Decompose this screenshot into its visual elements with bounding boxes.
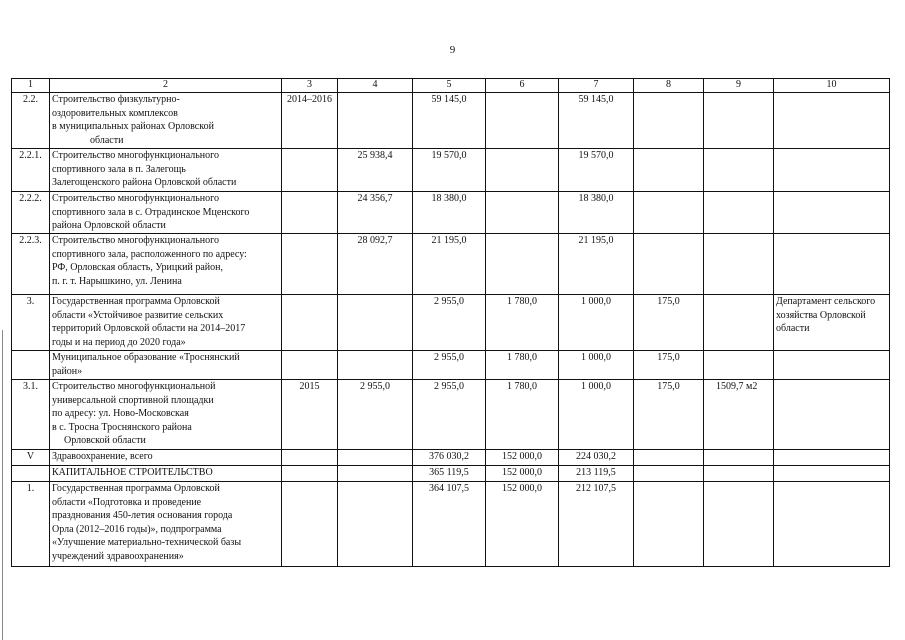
cell-c4 xyxy=(338,93,413,149)
cell-description xyxy=(50,380,282,450)
cell-text-line: Строительство многофункционального xyxy=(52,235,220,246)
cell-c6: 152 000,0 xyxy=(486,482,559,567)
cell-c6: 1 780,0 xyxy=(486,295,559,351)
cell-text-line: оздоровительных комплексов xyxy=(52,107,178,119)
cell-c6 xyxy=(486,192,559,234)
table-row xyxy=(12,466,890,482)
cell-c9 xyxy=(704,192,774,234)
cell-c3 xyxy=(282,149,338,192)
cell-responsible xyxy=(774,482,890,567)
cell-c5: 365 119,5 xyxy=(413,466,486,482)
cell-description xyxy=(50,351,282,380)
cell-text-line: в муниципальных районах Орловской xyxy=(52,121,214,132)
cell-c8 xyxy=(634,466,704,482)
cell-c4 xyxy=(338,466,413,482)
cell-c1: 3.1. xyxy=(12,380,50,450)
cell-text-line: спортивного зала в с. Отрадинское Мценского xyxy=(52,206,250,218)
cell-c7: 19 570,0 xyxy=(559,149,634,192)
cell-c4: 25 938,4 xyxy=(338,149,413,192)
cell-c1: 1. xyxy=(12,482,50,567)
cell-description xyxy=(50,93,282,149)
cell-description xyxy=(50,192,282,234)
cell-c7: 21 195,0 xyxy=(559,234,634,295)
cell-text-line: Департамент сельского xyxy=(776,296,876,307)
page-number: 9 xyxy=(449,44,456,56)
table-row xyxy=(12,450,890,466)
cell-text-line: Строительство многофункционального xyxy=(52,193,220,204)
cell-c5: 18 380,0 xyxy=(413,192,486,234)
cell-text-line: области «Подготовка и проведение xyxy=(52,496,202,508)
cell-c5: 19 570,0 xyxy=(413,149,486,192)
cell-c9 xyxy=(704,295,774,351)
cell-c9 xyxy=(704,450,774,466)
cell-text-line: области xyxy=(90,134,124,146)
cell-text-line: Залегощенского района Орловской области xyxy=(52,177,237,188)
cell-c8 xyxy=(634,482,704,567)
cell-text-line: района Орловской области xyxy=(52,220,166,231)
cell-c9 xyxy=(704,149,774,192)
table-row xyxy=(12,380,890,450)
cell-c4 xyxy=(338,482,413,567)
column-header: 7 xyxy=(559,79,634,93)
cell-text-line: универсальной спортивной площадки xyxy=(52,394,214,406)
cell-c7: 59 145,0 xyxy=(559,93,634,149)
cell-c8: 175,0 xyxy=(634,351,704,380)
cell-description xyxy=(50,234,282,295)
cell-text-line: Муниципальное образование «Троснянский xyxy=(52,352,240,363)
table-row xyxy=(12,192,890,234)
cell-c4 xyxy=(338,295,413,351)
cell-responsible xyxy=(774,466,890,482)
cell-text-line: по адресу: ул. Ново-Московская xyxy=(52,408,189,419)
cell-c9 xyxy=(704,351,774,380)
cell-c7: 1 000,0 xyxy=(559,351,634,380)
cell-responsible xyxy=(774,149,890,192)
cell-description xyxy=(50,450,282,466)
cell-c4: 2 955,0 xyxy=(338,380,413,450)
cell-text-line: РФ, Орловская область, Урицкий район, xyxy=(52,262,223,273)
cell-text-line: территорий Орловской области на 2014–2017 xyxy=(52,323,246,334)
cell-c4 xyxy=(338,351,413,380)
table-row xyxy=(12,149,890,192)
cell-c7: 1 000,0 xyxy=(559,295,634,351)
cell-responsible xyxy=(774,351,890,380)
cell-c9: 1509,7 м2 xyxy=(704,380,774,450)
cell-text-line: Здравоохранение, всего xyxy=(52,451,153,462)
table-row xyxy=(12,351,890,380)
cell-c3 xyxy=(282,351,338,380)
cell-c1: 2.2. xyxy=(12,93,50,149)
column-header: 1 xyxy=(12,79,50,93)
cell-c5: 376 030,2 xyxy=(413,450,486,466)
cell-c1 xyxy=(12,466,50,482)
cell-description xyxy=(50,482,282,567)
cell-text-line: КАПИТАЛЬНОЕ СТРОИТЕЛЬСТВО xyxy=(52,467,213,478)
cell-text-line: Государственная программа Орловской xyxy=(52,296,220,307)
cell-c7: 212 107,5 xyxy=(559,482,634,567)
cell-responsible xyxy=(774,234,890,295)
cell-c4: 24 356,7 xyxy=(338,192,413,234)
cell-text-line: Строительство многофункционального xyxy=(52,150,220,161)
cell-c5: 21 195,0 xyxy=(413,234,486,295)
cell-c5: 2 955,0 xyxy=(413,295,486,351)
cell-c8: 175,0 xyxy=(634,295,704,351)
cell-responsible xyxy=(774,450,890,466)
cell-c9 xyxy=(704,93,774,149)
cell-c6: 152 000,0 xyxy=(486,466,559,482)
cell-c6 xyxy=(486,149,559,192)
cell-text-line: спортивного зала, расположенного по адресу: xyxy=(52,248,247,260)
table-row xyxy=(12,295,890,351)
column-header: 10 xyxy=(774,79,890,93)
table-row xyxy=(12,93,890,149)
cell-c1 xyxy=(12,351,50,380)
cell-c6: 152 000,0 xyxy=(486,450,559,466)
cell-text-line: Орловской области xyxy=(64,435,146,446)
cell-c4 xyxy=(338,450,413,466)
cell-c7: 1 000,0 xyxy=(559,380,634,450)
cell-text-line: учреждений здравоохранения» xyxy=(52,550,184,562)
cell-text-line: области «Устойчивое развитие сельских xyxy=(52,309,224,321)
cell-responsible xyxy=(774,380,890,450)
cell-responsible xyxy=(774,93,890,149)
cell-c1: 2.2.3. xyxy=(12,234,50,295)
cell-c9 xyxy=(704,234,774,295)
column-header: 2 xyxy=(50,79,282,93)
table-row xyxy=(12,234,890,295)
scan-edge-line xyxy=(2,330,3,640)
cell-c8 xyxy=(634,93,704,149)
cell-description xyxy=(50,149,282,192)
cell-c9 xyxy=(704,466,774,482)
cell-c1: 2.2.2. xyxy=(12,192,50,234)
cell-c5: 364 107,5 xyxy=(413,482,486,567)
cell-text-line: «Улучшение материально-технической базы xyxy=(52,537,242,548)
cell-c6 xyxy=(486,93,559,149)
cell-text-line: Орла (2012–2016 годы)», подпрограмма xyxy=(52,523,222,535)
cell-c8 xyxy=(634,149,704,192)
cell-c5: 2 955,0 xyxy=(413,380,486,450)
cell-text-line: в с. Тросна Троснянского района xyxy=(52,421,192,433)
cell-c8 xyxy=(634,192,704,234)
column-header: 4 xyxy=(338,79,413,93)
cell-c6: 1 780,0 xyxy=(486,351,559,380)
column-header: 9 xyxy=(704,79,774,93)
cell-c8 xyxy=(634,234,704,295)
cell-c3 xyxy=(282,450,338,466)
cell-text-line: годы и на период до 2020 года» xyxy=(52,336,186,348)
cell-c1: V xyxy=(12,450,50,466)
cell-c5: 59 145,0 xyxy=(413,93,486,149)
cell-c3 xyxy=(282,234,338,295)
cell-description xyxy=(50,466,282,482)
cell-c7: 224 030,2 xyxy=(559,450,634,466)
cell-c7: 18 380,0 xyxy=(559,192,634,234)
cell-responsible xyxy=(774,192,890,234)
cell-c3: 2015 xyxy=(282,380,338,450)
cell-c3 xyxy=(282,295,338,351)
cell-c8: 175,0 xyxy=(634,380,704,450)
cell-c7: 213 119,5 xyxy=(559,466,634,482)
table-header-row xyxy=(12,79,890,93)
cell-c6: 1 780,0 xyxy=(486,380,559,450)
cell-c4: 28 092,7 xyxy=(338,234,413,295)
cell-responsible xyxy=(774,295,890,351)
cell-c1: 2.2.1. xyxy=(12,149,50,192)
cell-text-line: Строительство многофункциональной xyxy=(52,381,216,392)
cell-c1: 3. xyxy=(12,295,50,351)
cell-text-line: Строительство физкультурно- xyxy=(52,94,180,105)
column-header: 3 xyxy=(282,79,338,93)
column-header: 5 xyxy=(413,79,486,93)
budget-table xyxy=(11,78,890,567)
cell-text-line: спортивного зала в п. Залегощь xyxy=(52,163,186,175)
cell-c3 xyxy=(282,192,338,234)
cell-c5: 2 955,0 xyxy=(413,351,486,380)
cell-text-line: области xyxy=(776,323,810,334)
cell-description xyxy=(50,295,282,351)
column-header: 8 xyxy=(634,79,704,93)
cell-text-line: Государственная программа Орловской xyxy=(52,483,220,494)
cell-c9 xyxy=(704,482,774,567)
cell-text-line: хозяйства Орловской xyxy=(776,309,866,321)
table-row xyxy=(12,482,890,567)
column-header: 6 xyxy=(486,79,559,93)
cell-text-line: район» xyxy=(52,365,83,377)
cell-c3 xyxy=(282,466,338,482)
cell-c6 xyxy=(486,234,559,295)
cell-c3: 2014–2016 xyxy=(282,93,338,149)
cell-text-line: празднования 450-летия основания города xyxy=(52,510,233,521)
cell-text-line: п. г. т. Нарышкино, ул. Ленина xyxy=(52,275,182,287)
cell-c8 xyxy=(634,450,704,466)
cell-c3 xyxy=(282,482,338,567)
